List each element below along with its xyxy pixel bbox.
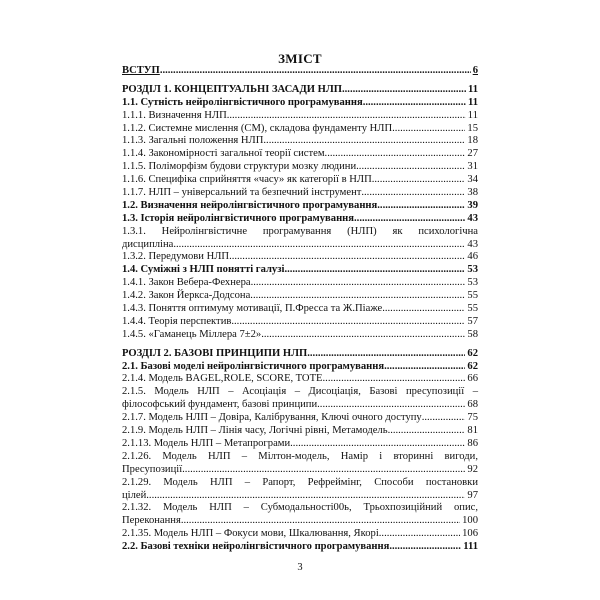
toc-entry xyxy=(122,502,478,515)
toc-entry-title: дисципліна xyxy=(122,238,174,250)
toc-dot-leader xyxy=(372,174,466,187)
toc-dot-leader xyxy=(342,84,466,97)
toc-dot-leader xyxy=(317,399,465,412)
toc-entry xyxy=(122,277,478,290)
toc-entry-title: 1.2. Визначення нейролінгвістичного програмування xyxy=(122,199,378,211)
toc-entry xyxy=(122,135,478,148)
toc-entry-page: 11 xyxy=(467,109,478,121)
toc-entry-title: 2.1. Базові моделі нейролінгвістичного програмування xyxy=(122,360,385,372)
toc-dot-leader xyxy=(384,361,465,374)
toc-entry xyxy=(122,490,478,503)
toc-dot-leader xyxy=(379,528,460,541)
toc-entry xyxy=(122,213,478,226)
toc-dot-leader xyxy=(354,213,465,226)
toc-entry-page: 39 xyxy=(467,199,478,211)
toc-entry-title: Переконання xyxy=(122,515,181,527)
toc-dot-leader xyxy=(229,251,465,264)
toc-dot-leader xyxy=(388,425,466,438)
toc-entry-title: 1.4.5. «Гаманець Міллера 7±2» xyxy=(122,328,262,340)
toc-entry-title: 1.1.1. Визначення НЛП xyxy=(122,109,227,121)
toc-entry-page: 53 xyxy=(467,277,478,289)
toc-entry-title: 1.4. Суміжні з НЛП понятті галузі xyxy=(122,264,285,276)
toc-entry xyxy=(122,65,478,78)
toc-entry-title: 1.1.2. Системне мислення (СМ), складова фундаменту НЛП xyxy=(122,122,393,134)
toc-entry xyxy=(122,187,478,200)
toc-entry-title: філософський фундамент, базові принципи xyxy=(122,399,318,411)
toc-entry-title: 2.1.9. Модель НЛП – Лінія часу, Логічні рівні, Метамодель xyxy=(122,425,388,437)
toc-dot-leader xyxy=(389,541,461,554)
toc-entry xyxy=(122,412,478,425)
toc-entry-title: 2.1.7. Модель НЛП – Довіра, Калібрування, Ключі очного доступу xyxy=(122,412,422,424)
toc-dot-leader xyxy=(363,97,466,110)
toc-entry-title: 1.4.2. Закон Йеркса-Додсона xyxy=(122,290,251,302)
toc-entry xyxy=(122,290,478,303)
toc-dot-leader xyxy=(261,329,465,342)
toc-entry-title: 1.1.4. Закономірності загальної теорії систем xyxy=(122,148,325,160)
toc-dot-leader xyxy=(251,277,466,290)
table-of-contents xyxy=(122,65,478,554)
toc-entry-page: 34 xyxy=(467,174,478,186)
toc-dot-leader xyxy=(173,239,465,252)
toc-dot-leader xyxy=(284,264,465,277)
page-title: ЗМІСТ xyxy=(278,51,322,66)
toc-entry-title: 1.3.1. Нейролінгвістичне програмування (НЛП) як психологічна xyxy=(122,225,478,237)
toc-entry xyxy=(122,438,478,451)
toc-dot-leader xyxy=(160,65,471,78)
toc-entry xyxy=(122,386,478,399)
toc-entry xyxy=(122,200,478,213)
toc-entry xyxy=(122,464,478,477)
toc-dot-leader xyxy=(325,148,466,161)
toc-dot-leader xyxy=(323,373,466,386)
toc-entry-page: 86 xyxy=(467,437,478,449)
toc-entry-page: 15 xyxy=(467,122,478,134)
toc-entry-page: 46 xyxy=(467,251,478,263)
toc-entry-page: 66 xyxy=(467,373,478,385)
toc-entry-title: 1.4.4. Теорія перспектив xyxy=(122,315,232,327)
toc-entry-title: 2.1.29. Модель НЛП – Рапорт, Рефреймінг, Способи постановки xyxy=(122,476,478,488)
toc-entry xyxy=(122,329,478,342)
toc-dot-leader xyxy=(250,290,465,303)
toc-entry xyxy=(122,361,478,374)
toc-entry-title: ВСТУП xyxy=(122,65,160,76)
toc-entry xyxy=(122,316,478,329)
toc-entry-title: 1.1.7. НЛП – універсальний та безпечний інструмент xyxy=(122,187,362,199)
toc-entry-title: 2.1.5. Модель НЛП – Асоціація – Дисоціація, Базові пресупозиції – xyxy=(122,386,478,398)
toc-entry-title: 1.3. Історія нейролінгвістичного програмування xyxy=(122,212,355,224)
toc-entry-page: 6 xyxy=(472,65,478,76)
toc-entry-page: 55 xyxy=(467,290,478,302)
toc-entry-title: РОЗДІЛ 1. КОНЦЕПТУАЛЬНІ ЗАСАДИ НЛП xyxy=(122,83,342,95)
toc-entry-page: 55 xyxy=(467,303,478,315)
toc-entry xyxy=(122,161,478,174)
toc-dot-leader xyxy=(290,438,465,451)
toc-entry xyxy=(122,541,478,554)
toc-entry-title: 1.1.5. Поліморфізм будови структури мозку людини xyxy=(122,161,357,173)
toc-entry xyxy=(122,399,478,412)
toc-entry-page: 27 xyxy=(467,148,478,160)
toc-entry xyxy=(122,123,478,136)
toc-entry-title: 2.2. Базові техніки нейролінгвістичного програмування xyxy=(122,541,390,553)
toc-entry-page: 43 xyxy=(467,238,478,250)
toc-entry xyxy=(122,174,478,187)
toc-entry-page: 111 xyxy=(463,541,478,553)
toc-entry-page: 100 xyxy=(462,515,478,527)
toc-entry-page: 57 xyxy=(467,315,478,327)
toc-dot-leader xyxy=(356,161,465,174)
toc-entry xyxy=(122,84,478,97)
toc-entry-title: 1.3.2. Передумови НЛП xyxy=(122,251,230,263)
toc-entry-title: 2.1.13. Модель НЛП – Метапрограми xyxy=(122,437,291,449)
toc-entry-page: 11 xyxy=(467,96,478,108)
toc-entry-title: 2.1.35. Модель НЛП – Фокуси мови, Шкалювання, Якорі xyxy=(122,528,379,540)
page-number: 3 xyxy=(297,562,303,573)
toc-entry-page: 106 xyxy=(462,528,478,540)
toc-entry-page: 38 xyxy=(467,187,478,199)
toc-entry xyxy=(122,251,478,264)
toc-entry xyxy=(122,110,478,123)
toc-entry-page: 31 xyxy=(467,161,478,173)
toc-entry xyxy=(122,303,478,316)
toc-dot-leader xyxy=(146,490,465,503)
toc-entry xyxy=(122,348,478,361)
toc-entry-page: 97 xyxy=(467,489,478,501)
toc-dot-leader xyxy=(361,187,465,200)
toc-entry-page: 11 xyxy=(467,83,478,95)
toc-entry xyxy=(122,264,478,277)
toc-entry xyxy=(122,239,478,252)
toc-entry-title: 1.4.1. Закон Вебера-Фехнера xyxy=(122,277,251,289)
toc-entry xyxy=(122,528,478,541)
toc-entry-page: 43 xyxy=(467,212,478,224)
toc-entry-title: 1.1.6. Специфіка сприйняття «часу» як категорії в НЛП xyxy=(122,174,372,186)
toc-entry xyxy=(122,515,478,528)
toc-dot-leader xyxy=(231,316,465,329)
toc-dot-leader xyxy=(263,135,465,148)
toc-entry-page: 68 xyxy=(467,399,478,411)
toc-entry-title: 2.1.32. Модель НЛП – Субмодальності00ь, Трьохпозиційний опис, xyxy=(122,502,478,514)
toc-dot-leader xyxy=(182,464,465,477)
toc-entry-title: цілей xyxy=(122,489,147,501)
toc-entry-page: 53 xyxy=(467,264,478,276)
toc-dot-leader xyxy=(181,515,460,528)
toc-entry-page: 75 xyxy=(467,412,478,424)
toc-entry-title: 1.1. Сутність нейролінгвістичного програмування xyxy=(122,96,363,108)
toc-entry-page: 62 xyxy=(467,360,478,372)
toc-entry-page: 92 xyxy=(467,463,478,475)
toc-entry-title: 2.1.4. Модель BAGEL,ROLE, SCORE, TOTE xyxy=(122,373,323,385)
toc-entry xyxy=(122,477,478,490)
toc-dot-leader xyxy=(377,200,465,213)
toc-entry-title: 1.1.3. Загальні положення НЛП xyxy=(122,135,264,147)
toc-entry xyxy=(122,226,478,239)
toc-entry xyxy=(122,373,478,386)
toc-dot-leader xyxy=(392,123,465,136)
toc-entry-page: 62 xyxy=(467,347,478,359)
toc-dot-leader xyxy=(307,348,465,361)
toc-entry-page: 81 xyxy=(467,425,478,437)
toc-entry-title: Пресупозиції xyxy=(122,463,183,475)
toc-entry xyxy=(122,97,478,110)
toc-entry-page: 18 xyxy=(467,135,478,147)
toc-dot-leader xyxy=(422,412,466,425)
toc-dot-leader xyxy=(227,110,466,123)
toc-entry xyxy=(122,425,478,438)
toc-entry xyxy=(122,148,478,161)
toc-entry-page: 58 xyxy=(467,328,478,340)
toc-entry-title: 1.4.3. Поняття оптимуму мотивації, П.Фресса та Ж.Піаже xyxy=(122,303,383,315)
toc-entry xyxy=(122,451,478,464)
toc-entry-title: РОЗДІЛ 2. БАЗОВІ ПРИНЦИПИ НЛП xyxy=(122,347,308,359)
toc-entry-title: 2.1.26. Модель НЛП – Мілтон-модель, Намір і вторинні вигоди, xyxy=(122,450,478,462)
toc-dot-leader xyxy=(382,303,465,316)
